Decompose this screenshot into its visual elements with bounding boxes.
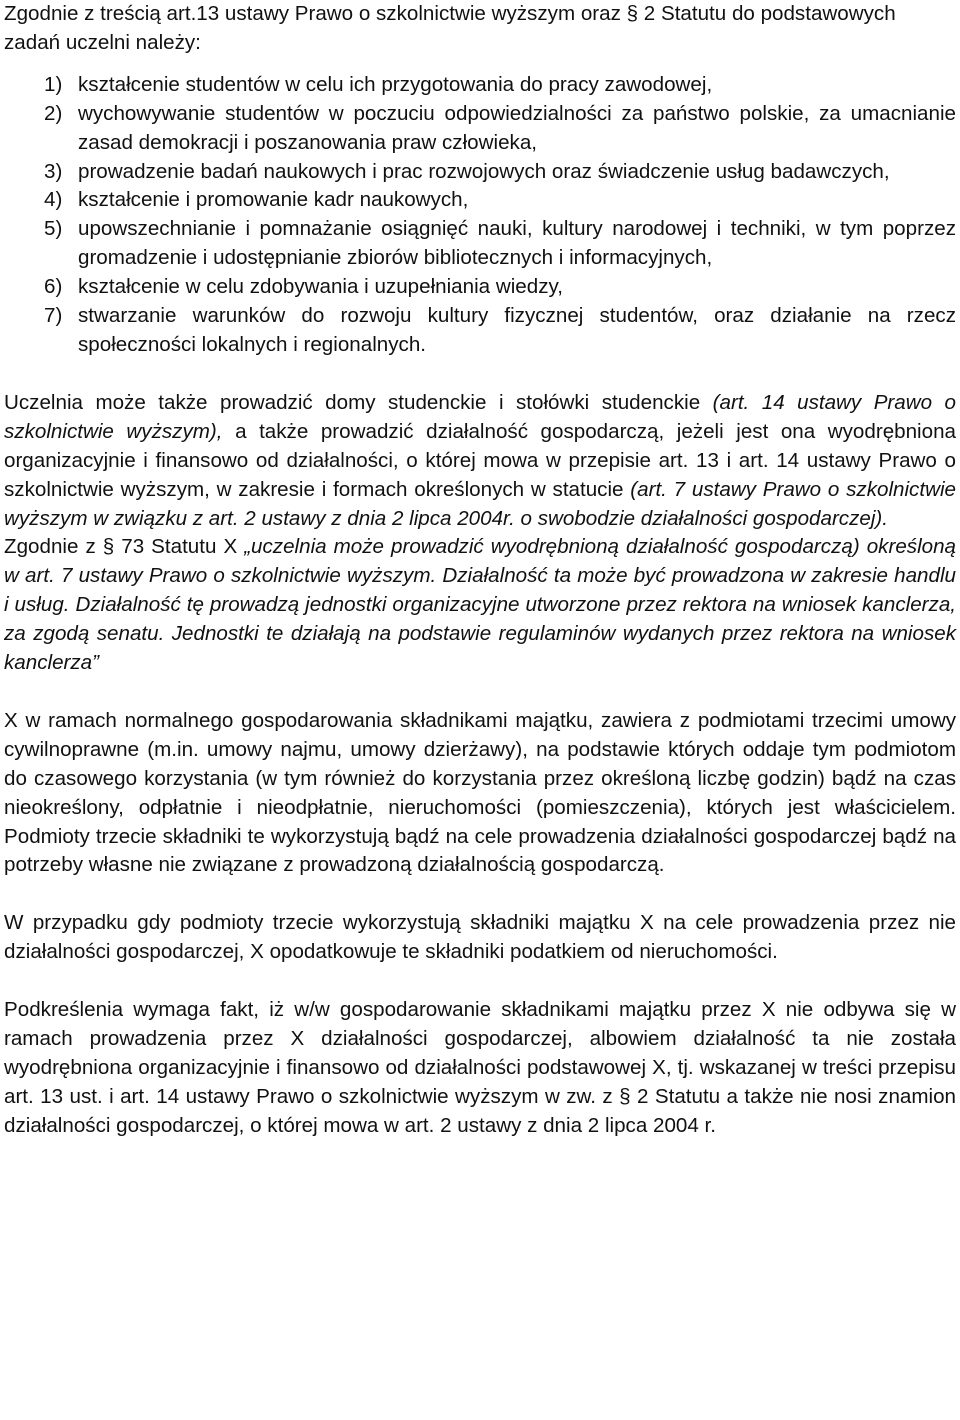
list-item-text: kształcenie studentów w celu ich przygotowania do pracy zawodowej, [78, 72, 713, 96]
list-item-text: kształcenie w celu zdobywania i uzupełniania wiedzy, [78, 275, 563, 299]
list-item-number: 4) [44, 188, 63, 212]
list-item-number: 7) [44, 304, 63, 328]
activities-citation-2: (art. 7 ustawy Prawo o szkolnictwie wyższym w związku z art. 2 ustawy z dnia 2 lipca 2004r. o swobodzie działalności gospodarczej). [4, 477, 956, 530]
list-item-number: 3) [44, 159, 63, 183]
list-item [4, 100, 956, 158]
spacer [4, 58, 956, 71]
property-tax-paragraph: W przypadku gdy podmioty trzecie wykorzystują składniki majątku X na cele prowadzenia przez nie działalności gospodarczej, X opodatkowuje te składniki podatkiem od nieruchomości. [4, 911, 956, 964]
activities-citation-1: (art. 14 ustawy Prawo o szkolnictwie wyższym), [4, 390, 957, 443]
statute-intro: Zgodnie z § 73 Statutu X [4, 535, 245, 559]
spacer [4, 678, 956, 707]
list-item [4, 186, 956, 215]
list-item-text: stwarzanie warunków do rozwoju kultury fizycznej studentów, oraz działanie na rzecz społeczności lokalnych i regionalnych. [78, 304, 956, 356]
list-item-text: kształcenie i promowanie kadr naukowych, [78, 188, 469, 212]
activities-paragraph [4, 389, 956, 678]
list-item-number: 5) [44, 217, 63, 241]
activities-text-1: Uczelnia może także prowadzić domy studenckie i stołówki studenckie [4, 390, 713, 414]
list-item-number: 6) [44, 275, 63, 299]
list-item [4, 71, 956, 100]
list-item-text: prowadzenie badań naukowych i prac rozwojowych oraz świadczenie usług badawczych, [78, 159, 890, 183]
list-item [4, 273, 956, 302]
list-item [4, 302, 956, 360]
emphasis-paragraph: Podkreślenia wymaga fakt, iż w/w gospodarowanie składnikami majątku przez X nie odbywa się w ramach prowadzenia przez X działalności gospodarczej, albowiem działalność ta nie została wyodrębniona organizacyjnie i finansowo od działalności podstawowej X, tj. wskazanej w treści przepisu art. 13 ust. i art. 14 ustawy Prawo o szkolnictwie wyższym w zw. z § 2 Statutu a także nie nosi znamion działalności gospodarczej, o której mowa w art. 2 ustawy z dnia 2 lipca 2004 r. [4, 998, 956, 1137]
property-management-paragraph: X w ramach normalnego gospodarowania składnikami majątku, zawiera z podmiotami trzecimi umowy cywilnoprawne (m.in. umowy najmu, umowy dzierżawy), na podstawie których oddaje tym podmiotom do czasowego korzystania (w tym również do korzystania przez określoną liczbę godzin) bądź na czas nieokreślony, odpłatnie i nieodpłatnie, nieruchomości (pomieszczenia), których jest właścicielem. Podmioty trzecie składniki te wykorzystują bądź na cele prowadzenia działalności gospodarczej bądź na potrzeby własne nie związane z prowadzoną działalnością gospodarczą. [4, 708, 956, 877]
list-item-number: 1) [44, 72, 63, 96]
list-item [4, 215, 956, 273]
activities-text-2: a także prowadzić działalność gospodarczą, jeżeli jest ona wyodrębniona organizacyjnie i finansowo od działalności, o której mowa w przepisie art. 13 i art. 14 ustawy Prawo o szkolnictwie wyższym, w zakresie i formach określonych w statucie [4, 419, 956, 501]
statute-quote: „uczelnia może prowadzić wyodrębnioną działalność gospodarczą) określoną w art. 7 ustawy Prawo o szkolnictwie wyższym. Działalność ta może być prowadzona w zakresie handlu i usług. Działalność tę prowadzą jednostki organizacyjne utworzone przez rektora na wniosek kanclerza, za zgodą senatu. Jednostki te działają na podstawie regulaminów wydanych przez rektora na wniosek kanclerza” [4, 535, 956, 675]
list-item-text: upowszechnianie i pomnażanie osiągnięć nauki, kultury narodowej i techniki, w tym poprzez gromadzenie i udostępnianie zbiorów bibliotecznych i informacyjnych, [78, 217, 956, 270]
spacer [4, 967, 956, 996]
document-page [4, 0, 956, 1141]
spacer [4, 880, 956, 909]
list-item-number: 2) [44, 101, 63, 125]
list-item-text: wychowywanie studentów w poczuciu odpowiedzialności za państwo polskie, za umacnianie zasad demokracji i poszanowania praw człowieka, [78, 101, 956, 154]
spacer [4, 360, 956, 389]
intro-paragraph: Zgodnie z treścią art.13 ustawy Prawo o szkolnictwie wyższym oraz § 2 Statutu do podstawowych zadań uczelni należy: [4, 2, 896, 54]
list-item [4, 158, 956, 187]
tasks-list [4, 71, 956, 360]
